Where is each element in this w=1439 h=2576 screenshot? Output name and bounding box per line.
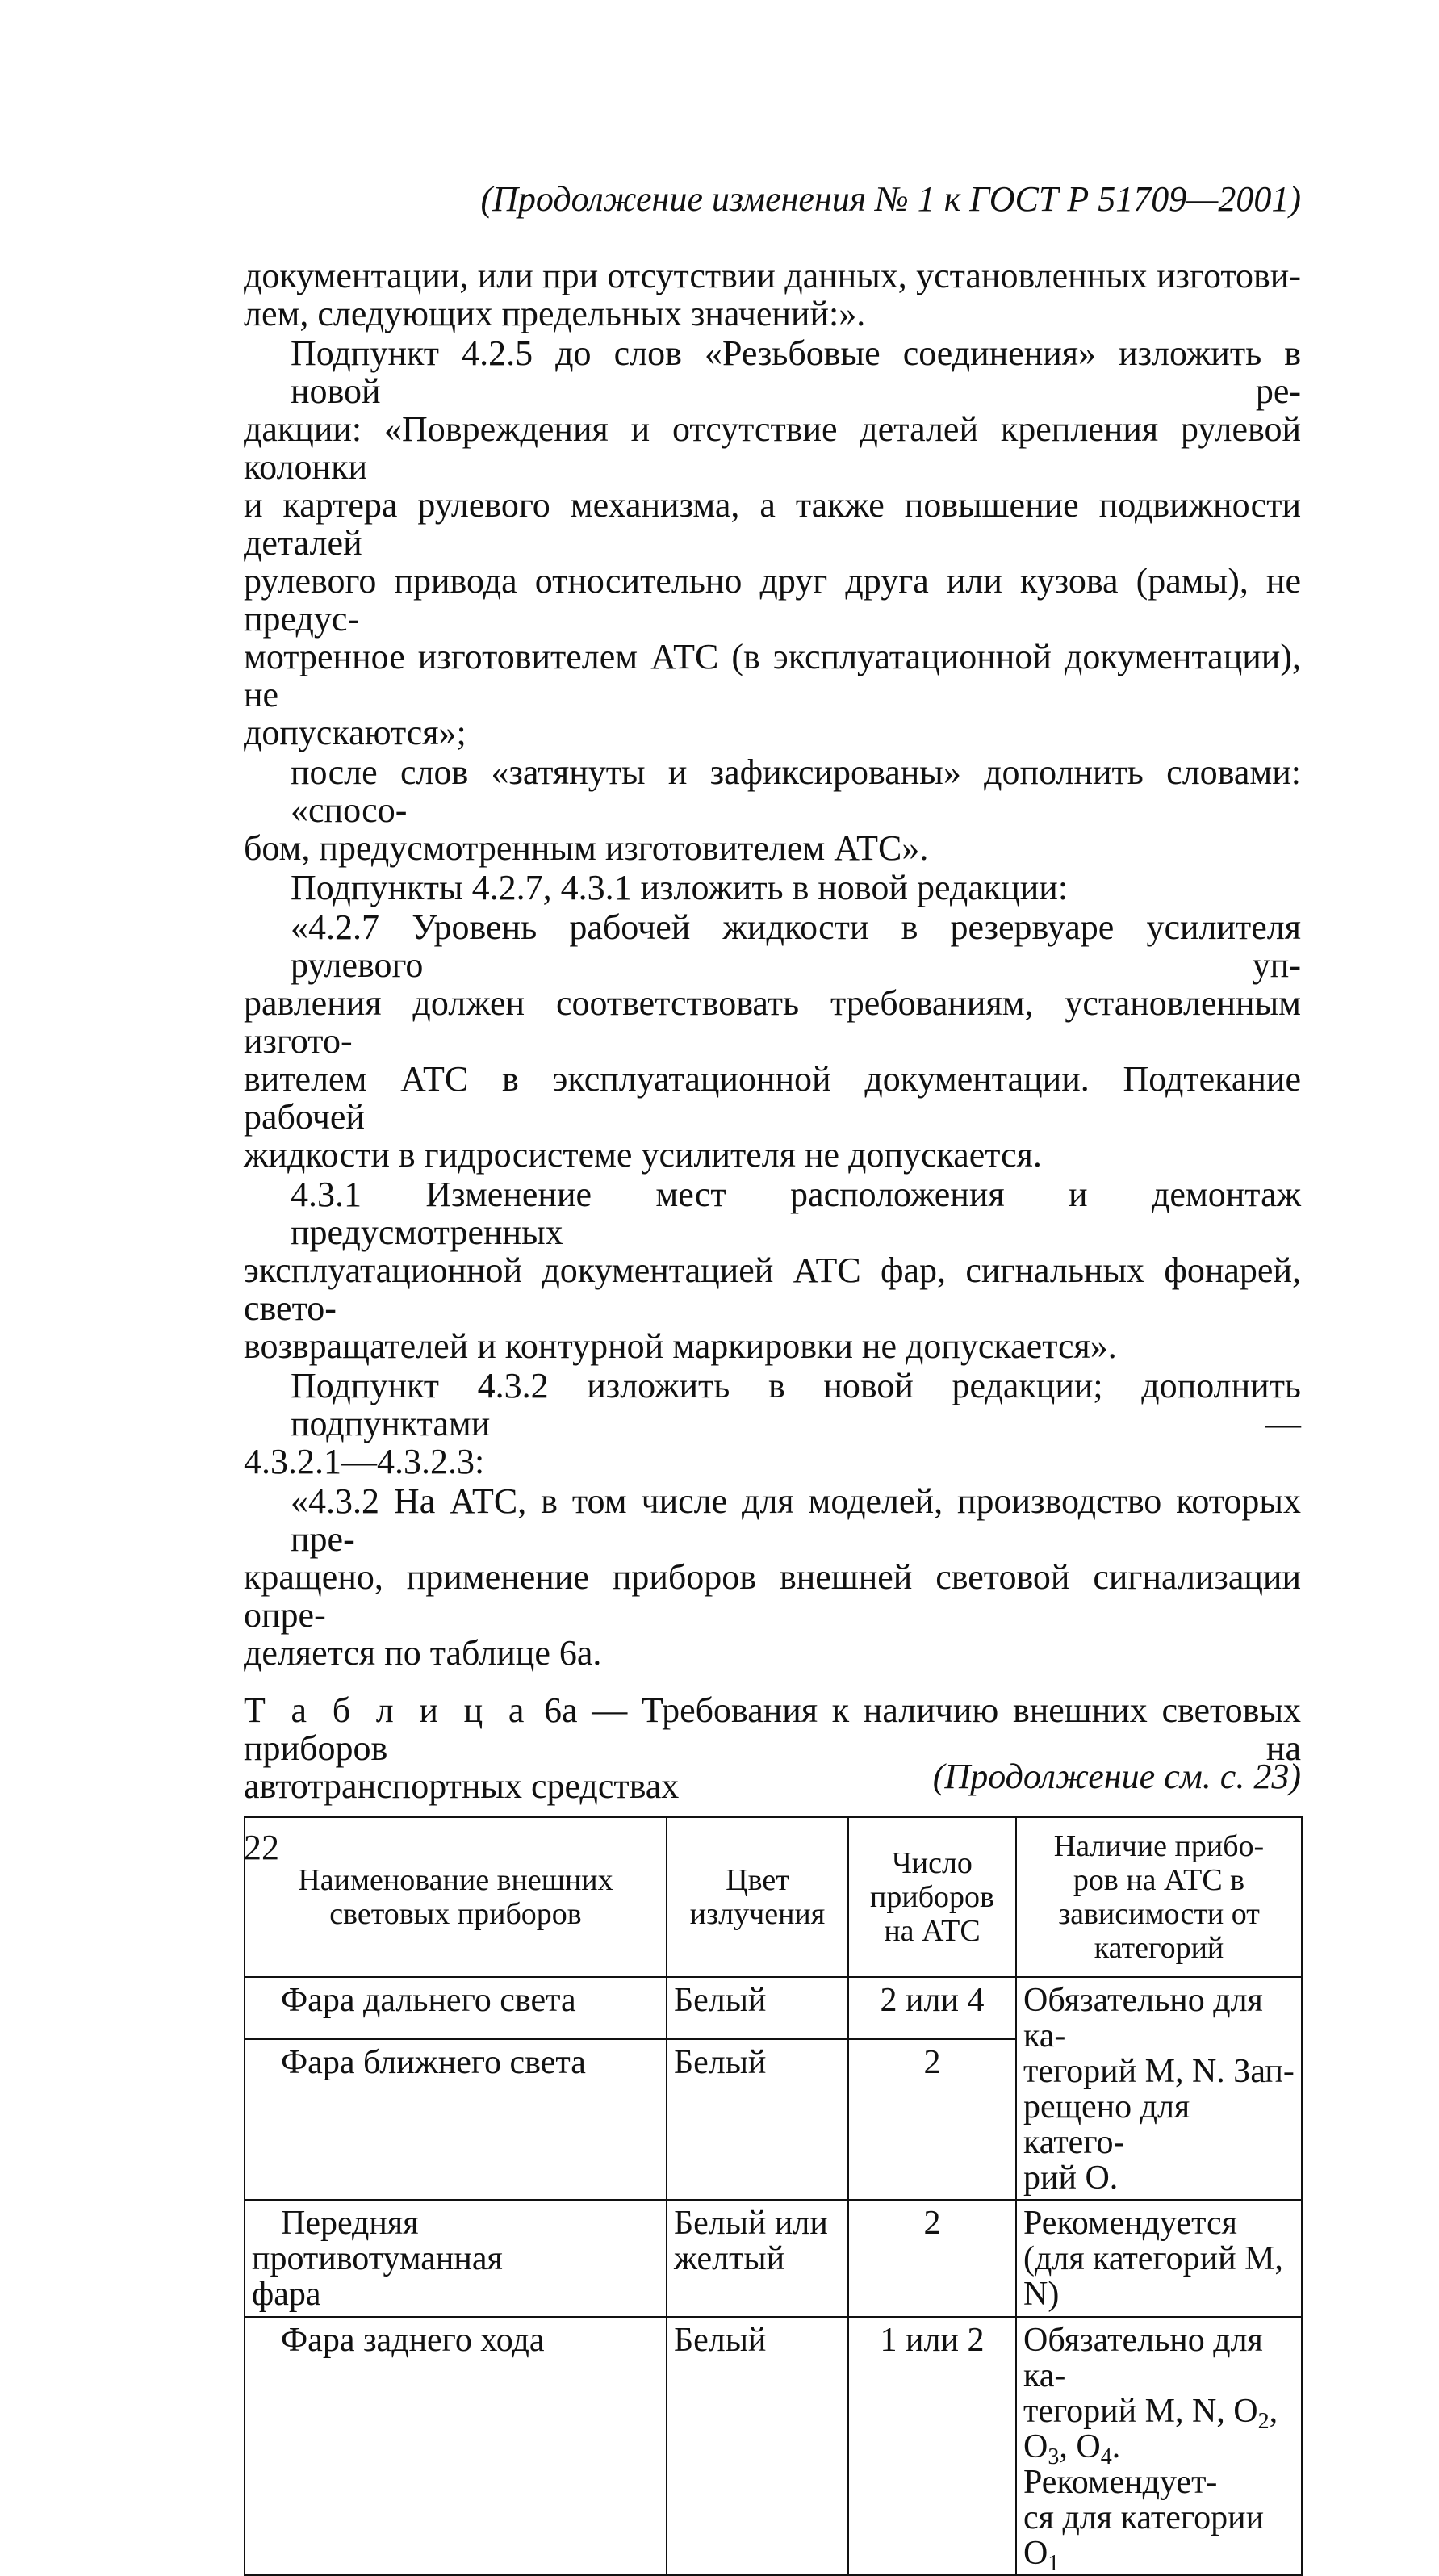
text-line: Подпункты 4.2.7, 4.3.1 изложить в новой редакции: [291, 868, 1069, 907]
text-line: после слов «затянуты и зафиксированы» дополнить словами: «спосо- [291, 752, 1301, 830]
text-line: допускаются»; [244, 713, 466, 752]
text-line: документации, или при отсутствии данных, установленных изготови- [244, 256, 1301, 295]
table-caption-line-2: автотранспортных средствах [244, 1766, 680, 1806]
text-line: возвращателей и контурной маркировки не допускается». [244, 1326, 1117, 1366]
cell-requirement: Рекомендуется (для категорий M, N) [1016, 2200, 1302, 2317]
text-line: рулевого привода относительно друг друга или кузова (рамы), не предус- [244, 561, 1301, 639]
paragraph [244, 869, 1301, 907]
paragraph [244, 1482, 1301, 1672]
cell-count: 2 [848, 2039, 1016, 2200]
paragraph [244, 1367, 1301, 1481]
text-line: равления должен соответствовать требованиям, установленным изгото- [244, 983, 1301, 1061]
cell-count: 1 или 2 [848, 2317, 1016, 2575]
table-caption-line-1 [244, 1691, 1301, 1767]
cell-color: Белый [667, 2317, 848, 2575]
text-line: дакции: «Повреждения и отсутствие деталей крепления рулевой колонки [244, 409, 1301, 487]
paragraph [244, 1175, 1301, 1365]
text-line: и картера рулевого механизма, а также повышение подвижности деталей [244, 485, 1301, 563]
body-text [244, 257, 1301, 2576]
cell-device-name: Передняя противотуманная фара [245, 2200, 667, 2317]
page-number: 22 [244, 1828, 279, 1867]
paragraph [244, 257, 1301, 333]
cell-requirement: Обязательно для ка- тегорий M, N, $O_2$, $O_3$, $O_4$. Рекомендует- ся для категории $O_1$ [1016, 2317, 1302, 2575]
text-line: кращено, применение приборов внешней световой сигнализации опре- [244, 1557, 1301, 1635]
text-line: мотренное изготовителем АТС (в эксплуатационной документации), не [244, 637, 1301, 714]
text-line: вителем АТС в эксплуатационной документации. Подтекание рабочей [244, 1059, 1301, 1137]
lighting-table [244, 1816, 1303, 2576]
cell-device-name: Фара заднего хода [245, 2317, 667, 2575]
text-line: лем, следующих предельных значений:». [244, 294, 866, 333]
cell-device-name: Фара дальнего света [245, 1977, 667, 2039]
table-label: Т а б л и ц а [244, 1690, 530, 1730]
text-line: «4.2.7 Уровень рабочей жидкости в резервуаре усилителя рулевого уп- [291, 907, 1301, 985]
cell-requirement: Обязательно для ка- тегорий M, N. Зап- рещено для катего- рий O. [1016, 1977, 1302, 2200]
header-device-name: Наименование внешних световых приборов [245, 1817, 667, 1977]
continuation-note: (Продолжение см. с. 23) [932, 1757, 1301, 1796]
paragraph [244, 908, 1301, 1174]
running-header: (Продолжение изменения № 1 к ГОСТ Р 51709—2001) [480, 179, 1301, 219]
cell-color: Белый или желтый [667, 2200, 848, 2317]
cell-count: 2 [848, 2200, 1016, 2317]
text-line: 4.3.2.1—4.3.2.3: [244, 1442, 485, 1481]
text-line: Подпункт 4.2.5 до слов «Резьбовые соединения» изложить в новой ре- [291, 333, 1301, 411]
header-requirement: Наличие прибо- ров на АТС в зависимости от категорий [1016, 1817, 1302, 1977]
header-count: Число приборов на АТС [848, 1817, 1016, 1977]
table-row [245, 2317, 1302, 2575]
text-line: бом, предусмотренным изготовителем АТС». [244, 828, 929, 868]
cell-count: 2 или 4 [848, 1977, 1016, 2039]
text-line: жидкости в гидросистеме усилителя не допускается. [244, 1135, 1042, 1175]
paragraph [244, 334, 1301, 752]
paragraph [244, 753, 1301, 867]
cell-color: Белый [667, 2039, 848, 2200]
table-title: 6а — Требования к наличию внешних световых приборов на [244, 1690, 1302, 1768]
text-line: эксплуатационной документацией АТС фар, сигнальных фонарей, свето- [244, 1250, 1301, 1328]
table-row [245, 1977, 1302, 2039]
text-line: 4.3.1 Изменение мест расположения и демонтаж предусмотренных [291, 1175, 1301, 1252]
table-header-row [245, 1817, 1302, 1977]
cell-device-name: Фара ближнего света [245, 2039, 667, 2200]
table-row [245, 2200, 1302, 2317]
text-line: деляется по таблице 6а. [244, 1633, 602, 1673]
paragraphs [244, 257, 1301, 1672]
text-line: Подпункт 4.3.2 изложить в новой редакции; дополнить подпунктами — [291, 1366, 1301, 1443]
text-line: «4.3.2 На АТС, в том числе для моделей, производство которых пре- [291, 1481, 1301, 1559]
cell-color: Белый [667, 1977, 848, 2039]
header-color: Цвет излучения [667, 1817, 848, 1977]
